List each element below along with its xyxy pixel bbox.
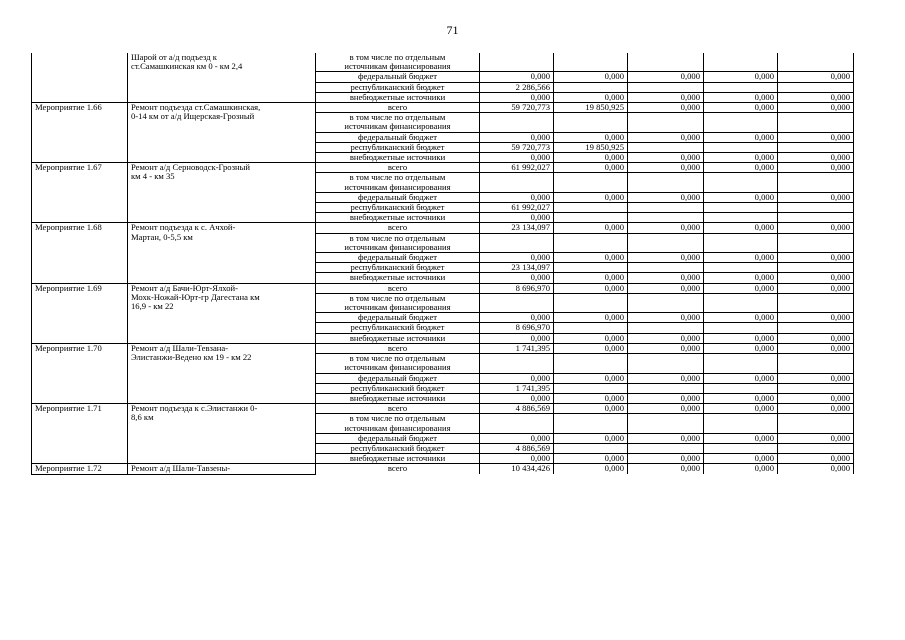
- measure-description: [128, 53, 316, 103]
- value-cell: 19 850,925: [554, 103, 628, 113]
- value-cell: 0,000: [628, 464, 704, 474]
- value-cell: 0,000: [778, 464, 854, 474]
- value-cell: 0,000: [704, 464, 778, 474]
- source-label-line: в том числе по отдельным: [349, 293, 446, 303]
- value-cell: 0,000: [628, 273, 704, 283]
- source-label-total: всего: [316, 404, 480, 414]
- source-label-line: в том числе по отдельным: [349, 112, 446, 123]
- value-cell: 0,000: [554, 132, 628, 142]
- value-cell: 0,000: [628, 373, 704, 383]
- value-cell: [480, 354, 554, 373]
- description-line: ст.Самашкинская км 0 - км 2,4: [131, 61, 243, 72]
- value-cell: 1 741,395: [480, 383, 554, 393]
- value-cell: [554, 263, 628, 273]
- value-cell: 0,000: [628, 253, 704, 263]
- value-cell: [554, 53, 628, 72]
- value-cell: [704, 233, 778, 252]
- measure-label: Мероприятие 1.72: [32, 464, 128, 474]
- source-label-republic: республиканский бюджет: [316, 263, 480, 273]
- value-cell: 0,000: [554, 223, 628, 233]
- value-cell: 0,000: [778, 313, 854, 323]
- description-line: Ремонт а/д Шали-Тевзана-: [131, 343, 229, 353]
- measure-label: Мероприятие 1.66: [32, 103, 128, 163]
- value-cell: [554, 82, 628, 92]
- value-cell: 0,000: [628, 333, 704, 343]
- source-label-including: [316, 293, 480, 312]
- value-cell: 0,000: [778, 132, 854, 142]
- value-cell: [480, 53, 554, 72]
- value-cell: 0,000: [704, 283, 778, 293]
- value-cell: 0,000: [554, 333, 628, 343]
- source-label-including: [316, 173, 480, 192]
- source-label-federal: федеральный бюджет: [316, 132, 480, 142]
- measure-label: Мероприятие 1.71: [32, 404, 128, 464]
- value-cell: [778, 142, 854, 152]
- value-cell: 0,000: [628, 163, 704, 173]
- value-cell: 0,000: [628, 223, 704, 233]
- value-cell: 61 992,027: [480, 203, 554, 213]
- description-line: 0-14 км от а/д Ищерская-Грозный: [131, 111, 255, 122]
- value-cell: 0,000: [628, 153, 704, 163]
- value-cell: 10 434,426: [480, 464, 554, 474]
- value-cell: [554, 173, 628, 192]
- source-label-extra: внебюджетные источники: [316, 333, 480, 343]
- value-cell: [554, 233, 628, 252]
- value-cell: [628, 203, 704, 213]
- table-row: [32, 223, 854, 233]
- measure-label: [32, 53, 128, 103]
- value-cell: 0,000: [704, 373, 778, 383]
- value-cell: 0,000: [778, 404, 854, 414]
- source-label-including: [316, 53, 480, 72]
- measure-label: Мероприятие 1.68: [32, 223, 128, 283]
- measure-label: Мероприятие 1.69: [32, 283, 128, 343]
- value-cell: [704, 82, 778, 92]
- value-cell: 0,000: [554, 373, 628, 383]
- value-cell: 0,000: [480, 273, 554, 283]
- value-cell: [778, 213, 854, 223]
- value-cell: [480, 233, 554, 252]
- source-label-including: [316, 233, 480, 252]
- measure-label: Мероприятие 1.67: [32, 163, 128, 223]
- value-cell: [628, 293, 704, 312]
- source-label-total: всего: [316, 103, 480, 113]
- value-cell: [554, 293, 628, 312]
- value-cell: [778, 443, 854, 453]
- value-cell: [480, 173, 554, 192]
- value-cell: 0,000: [480, 72, 554, 82]
- value-cell: 0,000: [554, 253, 628, 263]
- description-line: Мартан, 0-5,5 км: [131, 231, 193, 242]
- source-label-republic: республиканский бюджет: [316, 443, 480, 453]
- value-cell: 0,000: [778, 433, 854, 443]
- budget-table: [31, 53, 854, 475]
- description-line: Ремонт подъезда к с. Ачхой-: [131, 222, 236, 233]
- source-label-republic: республиканский бюджет: [316, 323, 480, 333]
- value-cell: 0,000: [628, 393, 704, 403]
- value-cell: [554, 323, 628, 333]
- value-cell: 0,000: [704, 192, 778, 202]
- measure-description: [128, 343, 316, 403]
- value-cell: 0,000: [628, 313, 704, 323]
- value-cell: 0,000: [778, 343, 854, 353]
- value-cell: [554, 203, 628, 213]
- value-cell: 0,000: [778, 273, 854, 283]
- value-cell: 0,000: [628, 132, 704, 142]
- description-line: км 4 - км 35: [131, 171, 175, 182]
- value-cell: [704, 53, 778, 72]
- source-label-total: всего: [316, 343, 480, 353]
- source-label-total: всего: [316, 163, 480, 173]
- description-line: 8,6 км: [131, 412, 154, 423]
- value-cell: 0,000: [704, 72, 778, 82]
- source-label-line: источникам финансирования: [344, 181, 451, 192]
- value-cell: 0,000: [778, 192, 854, 202]
- value-cell: 0,000: [480, 192, 554, 202]
- description-line: Ремонт а/д Серноводск-Грозный: [131, 162, 250, 173]
- value-cell: [628, 323, 704, 333]
- value-cell: [628, 82, 704, 92]
- source-label-republic: республиканский бюджет: [316, 203, 480, 213]
- value-cell: [778, 53, 854, 72]
- value-cell: [704, 383, 778, 393]
- table-row: [32, 343, 854, 353]
- description-line: Ремонт а/д Шали-Тавзены-: [131, 463, 231, 474]
- description-line: Мохк-Ножай-Юрт-гр Дагестана км: [131, 291, 260, 302]
- value-cell: [778, 354, 854, 373]
- source-label-line: в том числе по отдельным: [349, 53, 446, 62]
- value-cell: [778, 383, 854, 393]
- value-cell: [554, 213, 628, 223]
- value-cell: 0,000: [554, 404, 628, 414]
- source-label-line: в том числе по отдельным: [349, 172, 446, 183]
- value-cell: [628, 414, 704, 433]
- value-cell: 0,000: [554, 433, 628, 443]
- source-label-line: источникам финансирования: [344, 302, 451, 313]
- value-cell: [704, 113, 778, 132]
- value-cell: 0,000: [480, 92, 554, 102]
- value-cell: 0,000: [704, 253, 778, 263]
- value-cell: [480, 293, 554, 312]
- description-line: Ремонт подъезда к с.Элистанжи 0-: [131, 403, 258, 414]
- source-label-republic: республиканский бюджет: [316, 82, 480, 92]
- measure-description: [128, 223, 316, 283]
- value-cell: 0,000: [704, 343, 778, 353]
- value-cell: 0,000: [628, 404, 704, 414]
- value-cell: 23 134,097: [480, 263, 554, 273]
- source-label-including: [316, 414, 480, 433]
- value-cell: [704, 354, 778, 373]
- source-label-line: в том числе по отдельным: [349, 233, 446, 243]
- value-cell: 0,000: [480, 393, 554, 403]
- value-cell: 1 741,395: [480, 343, 554, 353]
- table-row: [32, 404, 854, 414]
- value-cell: [778, 173, 854, 192]
- source-label-including: [316, 113, 480, 132]
- value-cell: 0,000: [554, 393, 628, 403]
- value-cell: [704, 142, 778, 152]
- value-cell: [628, 263, 704, 273]
- source-label-line: источникам финансирования: [344, 121, 451, 132]
- value-cell: 0,000: [554, 192, 628, 202]
- value-cell: 0,000: [778, 103, 854, 113]
- value-cell: 0,000: [704, 313, 778, 323]
- description-line: Ремонт а/д Бачи-Юрт-Ялхой-: [131, 283, 239, 293]
- value-cell: 0,000: [628, 343, 704, 353]
- value-cell: [704, 293, 778, 312]
- value-cell: 0,000: [704, 92, 778, 102]
- source-label-including: [316, 354, 480, 373]
- source-label-total: всего: [316, 283, 480, 293]
- value-cell: [628, 233, 704, 252]
- value-cell: 0,000: [628, 192, 704, 202]
- value-cell: [778, 113, 854, 132]
- value-cell: 0,000: [554, 273, 628, 283]
- value-cell: [554, 113, 628, 132]
- page-number: 71: [446, 23, 459, 37]
- value-cell: 0,000: [778, 223, 854, 233]
- source-label-extra: внебюджетные источники: [316, 273, 480, 283]
- value-cell: 0,000: [704, 153, 778, 163]
- value-cell: 0,000: [628, 433, 704, 443]
- value-cell: [778, 323, 854, 333]
- description-line: 16,9 - км 22: [131, 301, 174, 312]
- value-cell: [628, 113, 704, 132]
- value-cell: [704, 203, 778, 213]
- value-cell: 0,000: [554, 454, 628, 464]
- table-row: [32, 163, 854, 173]
- description-line: Элистанжи-Ведено км 19 - км 22: [131, 352, 252, 363]
- value-cell: 2 286,566: [480, 82, 554, 92]
- value-cell: 0,000: [704, 223, 778, 233]
- source-label-extra: внебюджетные источники: [316, 153, 480, 163]
- value-cell: 0,000: [704, 333, 778, 343]
- value-cell: [554, 414, 628, 433]
- value-cell: 0,000: [554, 92, 628, 102]
- value-cell: 0,000: [480, 333, 554, 343]
- value-cell: 0,000: [704, 103, 778, 113]
- measure-description: [128, 464, 316, 474]
- value-cell: 0,000: [704, 454, 778, 464]
- table-row: [32, 464, 854, 474]
- value-cell: 0,000: [778, 333, 854, 343]
- value-cell: 0,000: [554, 464, 628, 474]
- source-label-extra: внебюджетные источники: [316, 393, 480, 403]
- value-cell: 59 720,773: [480, 103, 554, 113]
- value-cell: 0,000: [704, 163, 778, 173]
- measure-label: Мероприятие 1.70: [32, 343, 128, 403]
- value-cell: 19 850,925: [554, 142, 628, 152]
- value-cell: [480, 414, 554, 433]
- value-cell: 4 886,569: [480, 443, 554, 453]
- source-label-line: в том числе по отдельным: [349, 413, 446, 424]
- value-cell: 0,000: [628, 283, 704, 293]
- value-cell: [778, 293, 854, 312]
- value-cell: 0,000: [480, 153, 554, 163]
- source-label-republic: республиканский бюджет: [316, 142, 480, 152]
- value-cell: [778, 82, 854, 92]
- value-cell: [704, 414, 778, 433]
- value-cell: [628, 354, 704, 373]
- table-row: [32, 103, 854, 113]
- value-cell: 0,000: [704, 393, 778, 403]
- value-cell: 0,000: [628, 454, 704, 464]
- value-cell: 0,000: [480, 253, 554, 263]
- value-cell: [778, 203, 854, 213]
- value-cell: 0,000: [628, 72, 704, 82]
- value-cell: 0,000: [554, 343, 628, 353]
- value-cell: 8 696,970: [480, 283, 554, 293]
- value-cell: 0,000: [778, 92, 854, 102]
- value-cell: 0,000: [480, 433, 554, 443]
- value-cell: 0,000: [778, 253, 854, 263]
- source-label-federal: федеральный бюджет: [316, 253, 480, 263]
- source-label-republic: республиканский бюджет: [316, 383, 480, 393]
- source-label-extra: внебюджетные источники: [316, 454, 480, 464]
- source-label-federal: федеральный бюджет: [316, 373, 480, 383]
- value-cell: 0,000: [778, 283, 854, 293]
- value-cell: 0,000: [704, 132, 778, 142]
- description-line: Ремонт подъезда ст.Самашкинская,: [131, 102, 261, 113]
- value-cell: 0,000: [554, 72, 628, 82]
- value-cell: [628, 173, 704, 192]
- value-cell: 0,000: [480, 373, 554, 383]
- source-label-line: источникам финансирования: [344, 422, 451, 433]
- source-label-federal: федеральный бюджет: [316, 192, 480, 202]
- source-label-line: в том числе по отдельным: [349, 353, 446, 364]
- source-label-federal: федеральный бюджет: [316, 72, 480, 82]
- value-cell: [628, 53, 704, 72]
- value-cell: 0,000: [554, 163, 628, 173]
- value-cell: 0,000: [554, 153, 628, 163]
- measure-description: [128, 283, 316, 343]
- value-cell: 0,000: [778, 454, 854, 464]
- value-cell: [704, 213, 778, 223]
- source-label-extra: внебюджетные источники: [316, 92, 480, 102]
- measure-description: [128, 404, 316, 464]
- value-cell: [704, 443, 778, 453]
- value-cell: 0,000: [480, 454, 554, 464]
- value-cell: 4 886,569: [480, 404, 554, 414]
- value-cell: [704, 173, 778, 192]
- value-cell: [554, 383, 628, 393]
- source-label-line: источникам финансирования: [344, 61, 451, 72]
- value-cell: 0,000: [704, 433, 778, 443]
- value-cell: 0,000: [704, 404, 778, 414]
- value-cell: 0,000: [628, 92, 704, 102]
- value-cell: [628, 443, 704, 453]
- measure-description: [128, 103, 316, 163]
- table-row: [32, 53, 854, 72]
- description-line: Шарой от а/д подъезд к: [131, 53, 217, 62]
- value-cell: 8 696,970: [480, 323, 554, 333]
- value-cell: [778, 233, 854, 252]
- value-cell: 0,000: [778, 72, 854, 82]
- source-label-total: всего: [316, 464, 480, 474]
- value-cell: 23 134,097: [480, 223, 554, 233]
- source-label-extra: внебюджетные источники: [316, 213, 480, 223]
- value-cell: 0,000: [778, 373, 854, 383]
- value-cell: [480, 113, 554, 132]
- value-cell: [628, 213, 704, 223]
- value-cell: 0,000: [554, 283, 628, 293]
- value-cell: 0,000: [778, 393, 854, 403]
- value-cell: [628, 142, 704, 152]
- value-cell: [628, 383, 704, 393]
- source-label-line: источникам финансирования: [344, 241, 451, 252]
- value-cell: [554, 354, 628, 373]
- value-cell: 0,000: [480, 132, 554, 142]
- source-label-federal: федеральный бюджет: [316, 433, 480, 443]
- value-cell: 0,000: [778, 153, 854, 163]
- value-cell: 0,000: [480, 213, 554, 223]
- value-cell: [704, 323, 778, 333]
- value-cell: [778, 263, 854, 273]
- value-cell: 0,000: [778, 163, 854, 173]
- source-label-line: источникам финансирования: [344, 362, 451, 373]
- measure-description: [128, 163, 316, 223]
- value-cell: 0,000: [480, 313, 554, 323]
- value-cell: 0,000: [554, 313, 628, 323]
- value-cell: [554, 443, 628, 453]
- value-cell: 59 720,773: [480, 142, 554, 152]
- value-cell: 0,000: [628, 103, 704, 113]
- value-cell: [778, 414, 854, 433]
- source-label-total: всего: [316, 223, 480, 233]
- value-cell: 61 992,027: [480, 163, 554, 173]
- table-row: [32, 283, 854, 293]
- value-cell: 0,000: [704, 273, 778, 283]
- value-cell: [704, 263, 778, 273]
- source-label-federal: федеральный бюджет: [316, 313, 480, 323]
